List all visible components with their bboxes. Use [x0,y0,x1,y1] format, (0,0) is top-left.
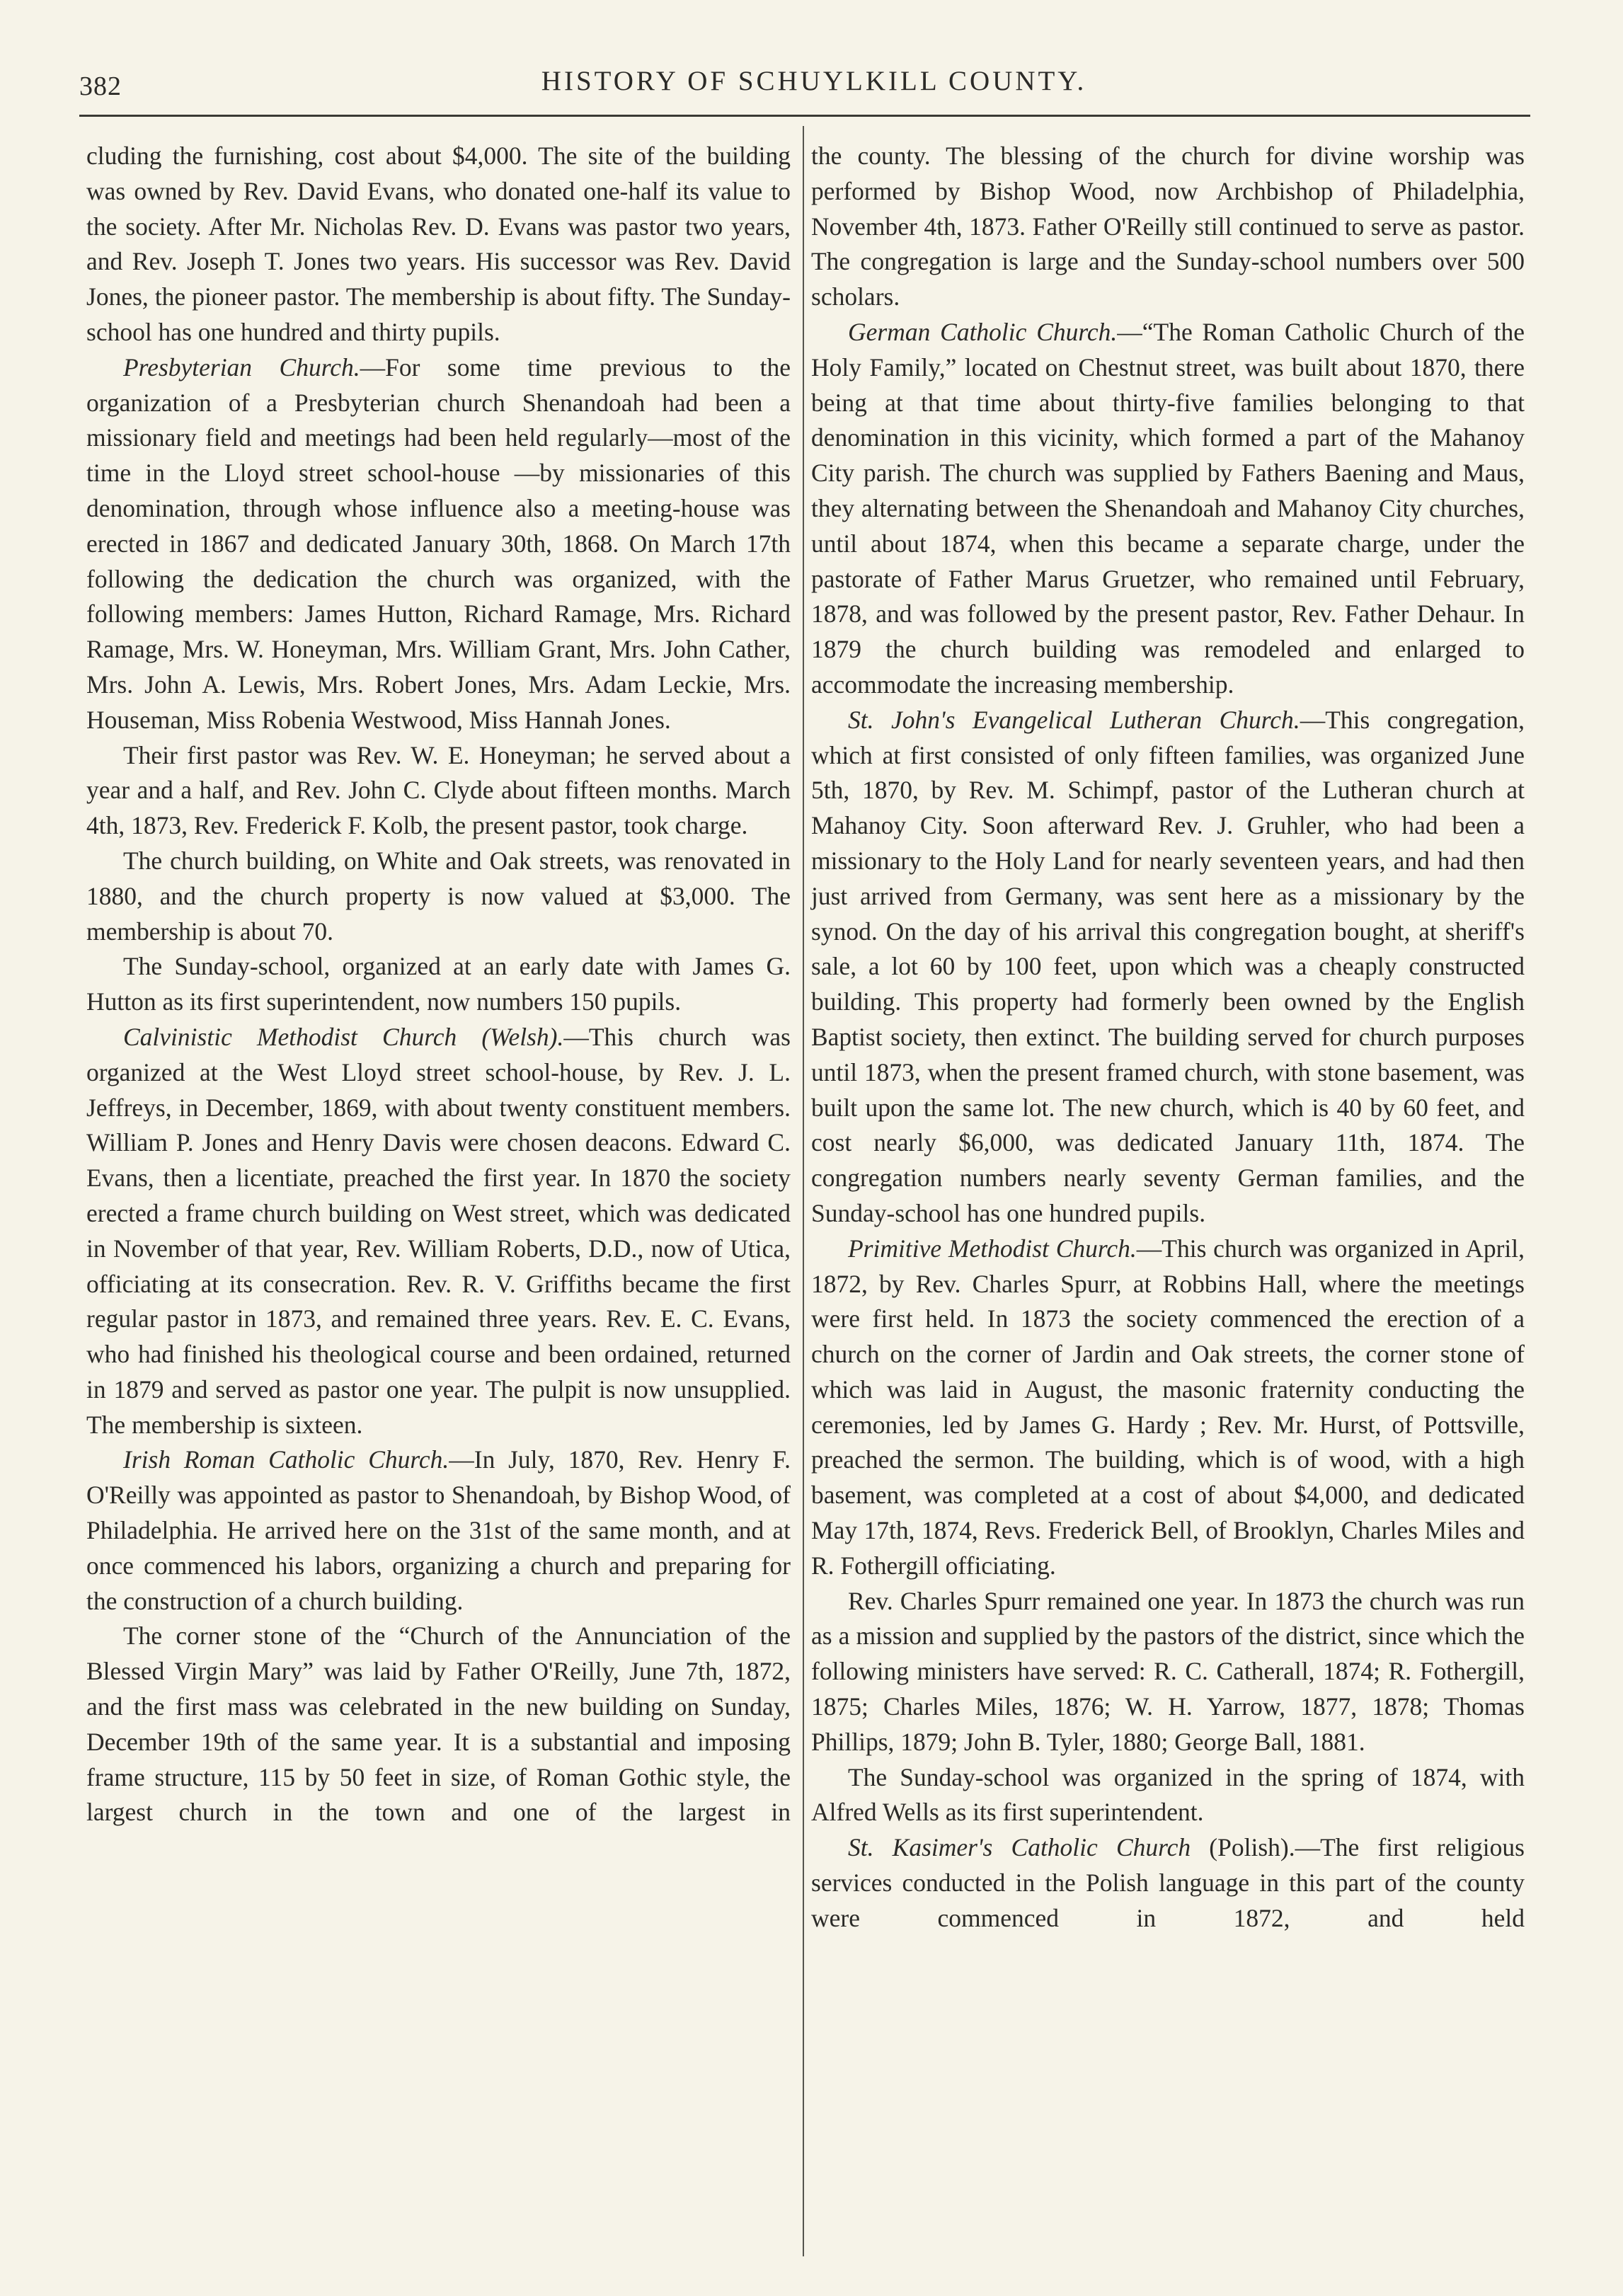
running-head: HISTORY OF SCHUYLKILL COUNTY. [541,66,1087,96]
paragraph-text: —This church was organized in April, 1872, by Rev. Charles Spurr, at Robbins Hall, where the meetings were first held. In 1873 the society commenced the erection of a church on the corner of Jardin and Oak streets, the corner stone of which was laid in August, the masonic fraternity conducting the ceremonies, led by James G. Hardy ; Rev. Mr. Hurst, of Pottsville, preached the sermon. The building, which is of wood, with a high basement, was completed at a cost of about $4,000, and dedicated May 17th, 1874, Revs. Frederick Bell, of Brooklyn, Charles Miles and R. Fothergill officiating. [811,1234,1525,1580]
paragraph [811,315,1525,703]
section-heading: German Catholic Church. [848,317,1118,346]
paragraph [86,738,791,844]
paragraph [86,350,791,738]
paragraph-text: The corner stone of the “Church of the Annunciation of the Blessed Virgin Mary” was laid by Father O'Reilly, June 7th, 1872, and the first mass was celebrated in the new building on Sunday, December 19th of the same year. It is a substantial and imposing frame structure, 115 by 50 feet in size, of Roman Gothic style, the largest church in the town and one of the largest in [86,1621,791,1827]
paragraph [86,844,791,949]
paragraph-text: —This congregation, which at first consisted of only fifteen families, was organized June 5th, 1870, by Rev. M. Schimpf, pastor of the Lutheran church at Mahanoy City. Soon afterward Rev. J. Gruhler, who had been a missionary to the Holy Land for nearly seventeen years, and had then just arrived from Germany, was sent here as a missionary by the synod. On the day of his arrival this congregation bought, at sheriff's sale, a lot 60 by 100 feet, upon which was a cheaply constructed building. This property had formerly been owned by the English Baptist society, then extinct. The building served for church purposes until 1873, when the present framed church, with stone basement, was built upon the same lot. The new church, which is 40 by 60 feet, and cost nearly $6,000, was dedicated January 11th, 1874. The congregation numbers nearly seventy German families, and the Sunday-school has one hundred pupils. [811,705,1525,1227]
paragraph [811,1584,1525,1760]
paragraph-text: Rev. Charles Spurr remained one year. In 1873 the church was run as a mission and supplied by the pastors of the district, since which the following ministers have served: R. C. Catherall, 1874; R. Fothergill, 1875; Charles Miles, 1876; W. H. Yarrow, 1877, 1878; Thomas Phillips, 1879; John B. Tyler, 1880; George Ball, 1881. [811,1586,1525,1756]
paragraph [811,139,1525,315]
paragraph-text: Their first pastor was Rev. W. E. Honeyman; he served about a year and a half, and Rev. John C. Clyde about fifteen months. March 4th, 1873, Rev. Frederick F. Kolb, the present pastor, took charge. [86,740,791,840]
paragraph [86,949,791,1020]
header-rule [79,115,1530,117]
paragraph [86,1619,791,1830]
section-heading: St. John's Evangelical Lutheran Church. [848,705,1300,734]
section-heading: St. Kasimer's Catholic Church [848,1833,1191,1862]
paragraph [86,1020,791,1443]
column-divider [803,126,804,2256]
paragraph [811,1830,1525,1936]
right-column [811,139,1525,1936]
paragraph-text: —In July, 1870, Rev. Henry F. O'Reilly was appointed as pastor to Shenandoah, by Bishop Wood, of Philadelphia. He arrived here on the 31st of the same month, and at once commenced his labors, organizing a church and preparing for the construction of a church building. [86,1445,791,1615]
paragraph-text: (Polish).—The first religious services conducted in the Polish language in this part of the county were commenced in 1872, and held [811,1833,1525,1932]
paragraph-text: The church building, on White and Oak streets, was renovated in 1880, and the church property is now valued at $3,000. The membership is about 70. [86,846,791,946]
paragraph-text: —This church was organized at the West Lloyd street school-house, by Rev. J. L. Jeffreys, in December, 1869, with about twenty constituent members. William P. Jones and Henry Davis were chosen deacons. Edward C. Evans, then a licentiate, preached the first year. In 1870 the society erected a frame church building on West street, which was dedicated in November of that year, Rev. William Roberts, D.D., now of Utica, officiating at its consecration. Rev. R. V. Griffiths became the first regular pastor in 1873, and remained three years. Rev. E. C. Evans, who had finished his theological course and been ordained, returned in 1879 and served as pastor one year. The pulpit is now unsupplied. The membership is sixteen. [86,1022,791,1439]
left-column [86,139,791,1830]
paragraph-text: —For some time previous to the organization of a Presbyterian church Shenandoah had been a missionary field and meetings had been held regularly—most of the time in the Lloyd street school-house —by missionaries of this denomination, through whose influence also a meeting-house was erected in 1867 and dedicated January 30th, 1868. On March 17th following the dedication the church was organized, with the following members: James Hutton, Richard Ramage, Mrs. Richard Ramage, Mrs. W. Honeyman, Mrs. William Grant, Mrs. John Cather, Mrs. John A. Lewis, Mrs. Robert Jones, Mrs. Adam Leckie, Mrs. Houseman, Miss Robenia Westwood, Miss Hannah Jones. [86,352,791,734]
paragraph [811,1232,1525,1584]
section-heading: Presbyterian Church. [123,352,360,381]
section-heading: Irish Roman Catholic Church. [123,1445,449,1474]
paragraph-text: cluding the furnishing, cost about $4,000. The site of the building was owned by Rev. David Evans, who donated one-half its value to the society. After Mr. Nicholas Rev. D. Evans was pastor two years, and Rev. Joseph T. Jones two years. His successor was Rev. David Jones, the pioneer pastor. The membership is about fifty. The Sunday-school has one hundred and thirty pupils. [86,142,791,346]
section-heading: Primitive Methodist Church. [848,1234,1137,1263]
paragraph [811,1760,1525,1831]
paragraph [811,703,1525,1232]
paragraph-text: The Sunday-school was organized in the spring of 1874, with Alfred Wells as its first superintendent. [811,1762,1525,1827]
paragraph-text: the county. The blessing of the church for divine worship was performed by Bishop Wood, now Archbishop of Philadelphia, November 4th, 1873. Father O'Reilly still continued to serve as pastor. The congregation is large and the Sunday-school numbers over 500 scholars. [811,142,1525,311]
section-heading: Calvinistic Methodist Church (Welsh). [123,1022,564,1051]
paragraph-text: The Sunday-school, organized at an early date with James G. Hutton as its first superintendent, now numbers 150 pupils. [86,952,791,1016]
paragraph [86,1442,791,1619]
page-number: 382 [79,71,122,101]
paragraph [86,139,791,350]
paragraph-text: —“The Roman Catholic Church of the Holy Family,” located on Chestnut street, was built about 1870, there being at that time about thirty-five families belonging to that denomination in this vicinity, which formed a part of the Mahanoy City parish. The church was supplied by Fathers Baening and Maus, they alternating between the Shenandoah and Mahanoy City churches, until about 1874, when this became a separate charge, under the pastorate of Father Marus Gruetzer, who remained until February, 1878, and was followed by the present pastor, Rev. Father Dehaur. In 1879 the church building was remodeled and enlarged to accommodate the increasing membership. [811,317,1525,699]
